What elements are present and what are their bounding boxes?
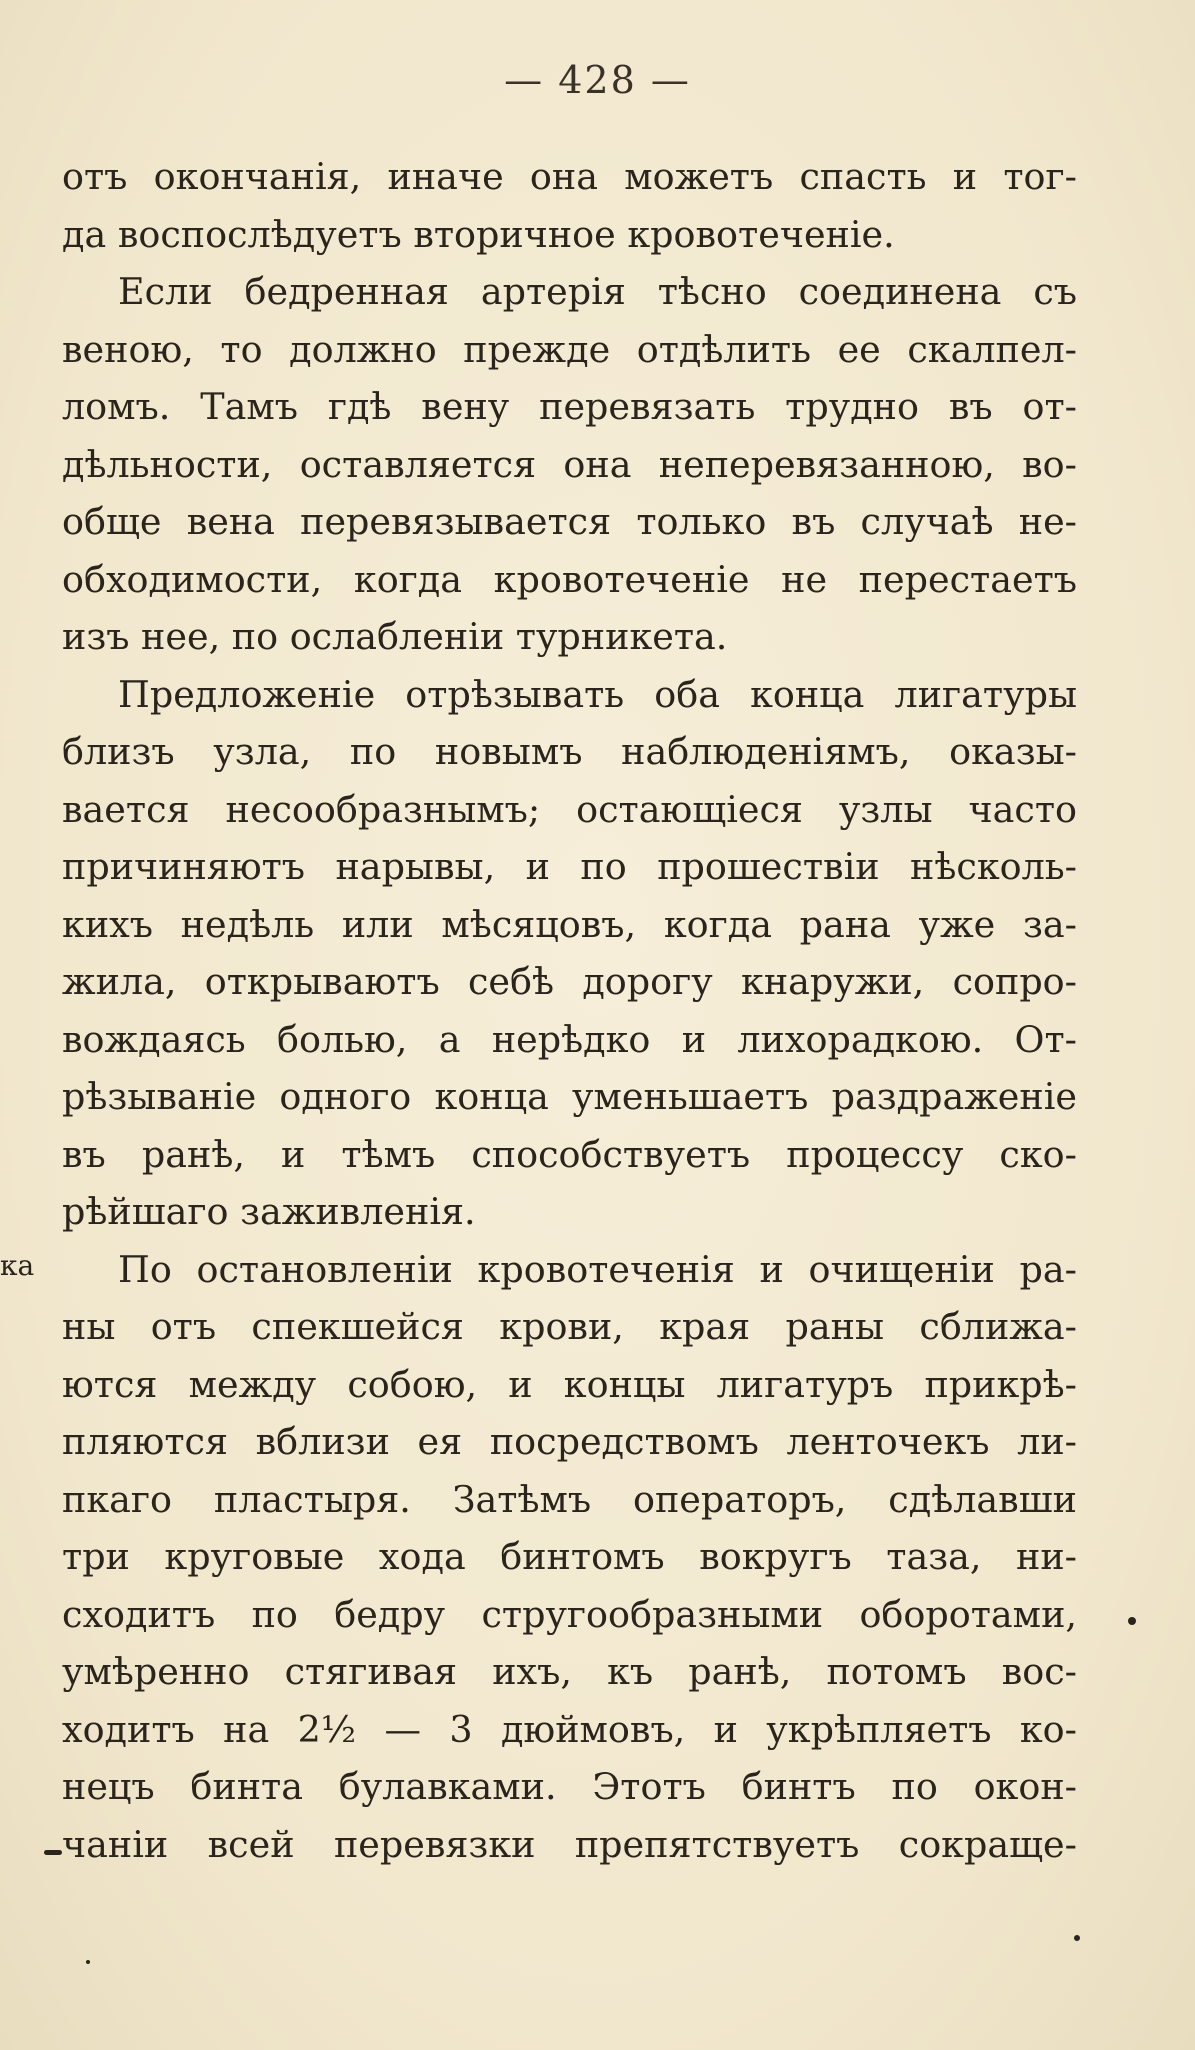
text-line: дѣльности, оставляется она неперевязанною, во- — [62, 442, 1077, 486]
text-line: По остановленіи кровотеченія и очищеніи ра- — [118, 1247, 1077, 1291]
text-line: веною, то должно прежде отдѣлить ее скалпел- — [62, 327, 1077, 371]
ink-speck — [44, 1850, 62, 1855]
text-line: рѣзываніе одного конца уменьшаетъ раздраженіе — [62, 1075, 1077, 1118]
text-line: ются между собою, и концы лигатуръ прикрѣ- — [62, 1362, 1077, 1406]
text-line: вождаясь болью, а нерѣдко и лихорадкою. От- — [62, 1017, 1077, 1061]
margin-note: ка — [0, 1249, 35, 1282]
text-line: жила, открываютъ себѣ дорогу кнаружи, сопро- — [62, 960, 1077, 1003]
ink-speck — [1074, 1935, 1080, 1941]
text-line: ломъ. Тамъ гдѣ вену перевязать трудно въ от- — [62, 385, 1077, 428]
text-line: отъ окончанія, иначе она можетъ спасть и тог- — [62, 155, 1077, 198]
text-line: пкаго пластыря. Затѣмъ операторъ, сдѣлавши — [62, 1477, 1077, 1521]
text-line: три круговые хода бинтомъ вокругъ таза, ни- — [62, 1535, 1077, 1578]
text-line: причиняютъ нарывы, и по прошествіи нѣсколь- — [62, 845, 1077, 888]
text-line: кихъ недѣль или мѣсяцовъ, когда рана уже за- — [62, 902, 1077, 946]
ink-speck — [1128, 1617, 1136, 1625]
text-line: сходитъ по бедру стругообразными оборотами, — [62, 1592, 1077, 1636]
text-line: ны отъ спекшейся крови, края раны сближа- — [62, 1305, 1077, 1348]
text-line: изъ нее, по ослабленіи турникета. — [62, 615, 728, 658]
page-number: — 428 — — [504, 58, 691, 102]
text-line: рѣйшаго заживленія. — [62, 1190, 476, 1233]
page-body — [62, 148, 1077, 1873]
text-line: пляются вблизи ея посредствомъ ленточекъ ли- — [62, 1420, 1077, 1463]
ink-speck — [86, 1960, 90, 1964]
text-line: нецъ бинта булавками. Этотъ бинтъ по окон- — [62, 1765, 1077, 1808]
text-line: чаніи всей перевязки препятствуетъ сокраще- — [62, 1822, 1077, 1866]
text-line: Предложеніе отрѣзывать оба конца лигатуры — [118, 672, 1077, 716]
text-line: ходитъ на 2½ — 3 дюймовъ, и укрѣпляетъ ко- — [62, 1707, 1077, 1751]
paragraph-2 — [62, 263, 1077, 666]
text-line: Если бедренная артерія тѣсно соединена съ — [118, 270, 1077, 313]
paragraph-1 — [62, 148, 1077, 263]
text-line: близъ узла, по новымъ наблюденіямъ, оказы- — [62, 730, 1077, 773]
text-line: въ ранѣ, и тѣмъ способствуетъ процессу ско- — [62, 1132, 1077, 1176]
paragraph-4 — [62, 1241, 1077, 1874]
text-line: вается несообразнымъ; остающіеся узлы часто — [62, 787, 1077, 831]
text-line: обходимости, когда кровотеченіе не перестаетъ — [62, 557, 1077, 601]
text-line: умѣренно стягивая ихъ, къ ранѣ, потомъ вос- — [62, 1650, 1077, 1693]
paragraph-3 — [62, 666, 1077, 1241]
text-line: обще вена перевязывается только въ случаѣ не- — [62, 500, 1077, 543]
text-line: да воспослѣдуетъ вторичное кровотеченіе. — [62, 212, 895, 256]
